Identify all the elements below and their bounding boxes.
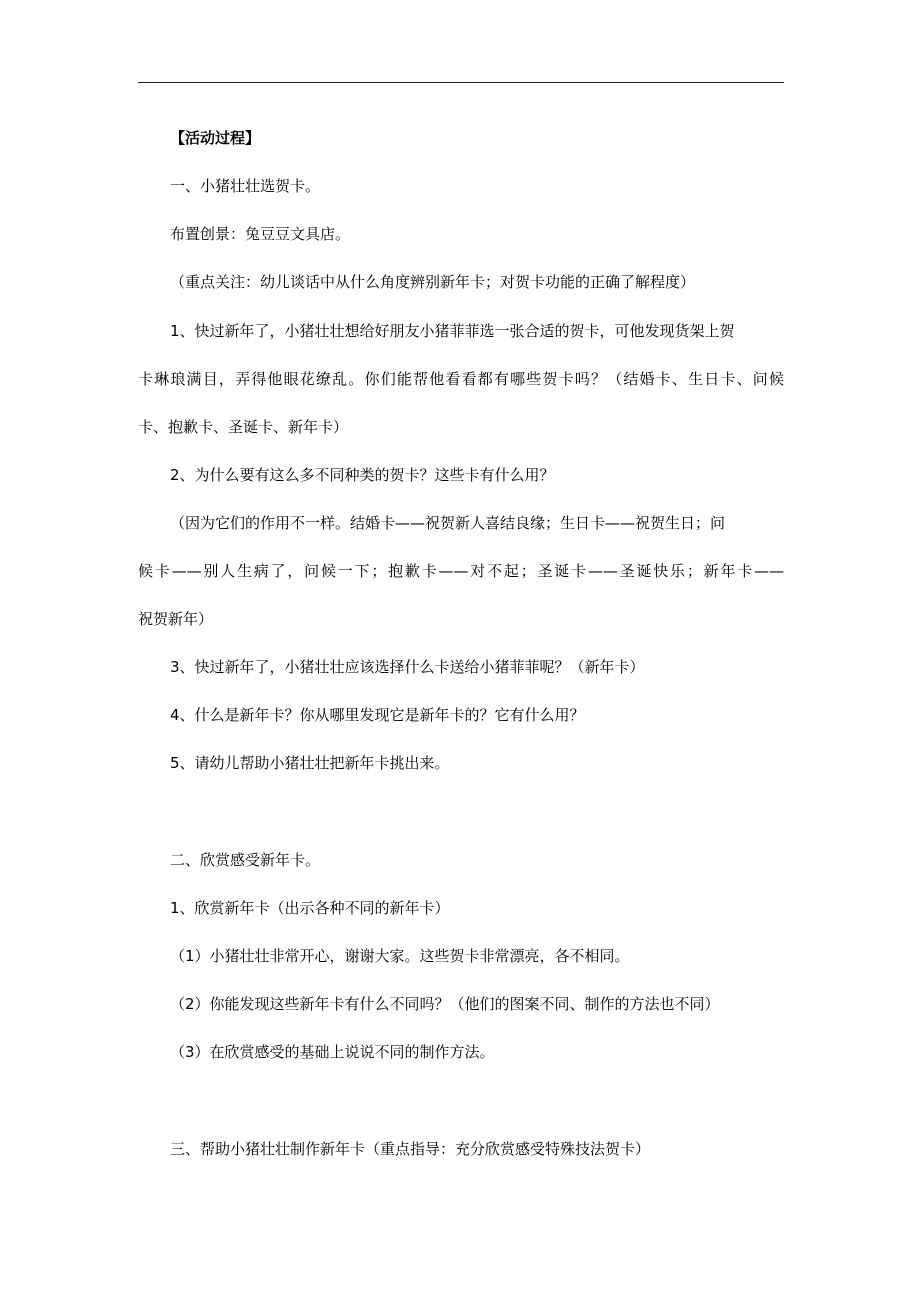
part-three-title: 三、帮助小猪壮壮制作新年卡（重点指导：充分欣赏感受特殊技法贺卡）: [170, 1140, 651, 1158]
header-rule: [138, 82, 784, 83]
paragraph-line: 4、什么是新年卡？你从哪里发现它是新年卡的？它有什么用？: [170, 706, 585, 724]
paragraph-line: 候卡——别人生病了，问候一下；抱歉卡——对不起；圣诞卡——圣诞快乐；新年卡——: [138, 562, 784, 580]
paragraph-line: 卡、抱歉卡、圣诞卡、新年卡）: [138, 418, 349, 436]
focus-note: （重点关注：幼儿谈话中从什么角度辨别新年卡；对贺卡功能的正确了解程度）: [170, 273, 696, 291]
paragraph-line: 3、快过新年了，小猪壮壮应该选择什么卡送给小猪菲菲呢？（新年卡）: [170, 658, 645, 676]
paragraph-line: 1、欣赏新年卡（出示各种不同的新年卡）: [170, 899, 450, 917]
paragraph-line: 5、请幼儿帮助小猪壮壮把新年卡挑出来。: [170, 754, 450, 772]
setting-line: 布置创景：兔豆豆文具店。: [170, 225, 351, 243]
paragraph-line: 卡琳琅满目，弄得他眼花缭乱。你们能帮他看看都有哪些贺卡吗？（结婚卡、生日卡、问候: [138, 370, 784, 388]
paragraph-line: 祝贺新年）: [138, 610, 214, 628]
section-heading: 【活动过程】: [170, 129, 261, 147]
paragraph-line: （3）在欣赏感受的基础上说说不同的制作方法。: [170, 1043, 495, 1061]
paragraph-line: （2）你能发现这些新年卡有什么不同吗？（他们的图案不同、制作的方法也不同）: [170, 995, 720, 1013]
paragraph-line: 1、快过新年了，小猪壮壮想给好朋友小猪菲菲选一张合适的贺卡，可他发现货架上贺: [170, 322, 735, 340]
part-two-title: 二、欣赏感受新年卡。: [170, 851, 321, 869]
paragraph-line: （因为它们的作用不一样。结婚卡——祝贺新人喜结良缘；生日卡——祝贺生日；问: [170, 514, 726, 532]
part-one-title: 一、小猪壮壮选贺卡。: [170, 177, 321, 195]
paragraph-line: 2、为什么要有这么多不同种类的贺卡？这些卡有什么用？: [170, 466, 555, 484]
paragraph-line: （1）小猪壮壮非常开心，谢谢大家。这些贺卡非常漂亮，各不相同。: [170, 947, 630, 965]
